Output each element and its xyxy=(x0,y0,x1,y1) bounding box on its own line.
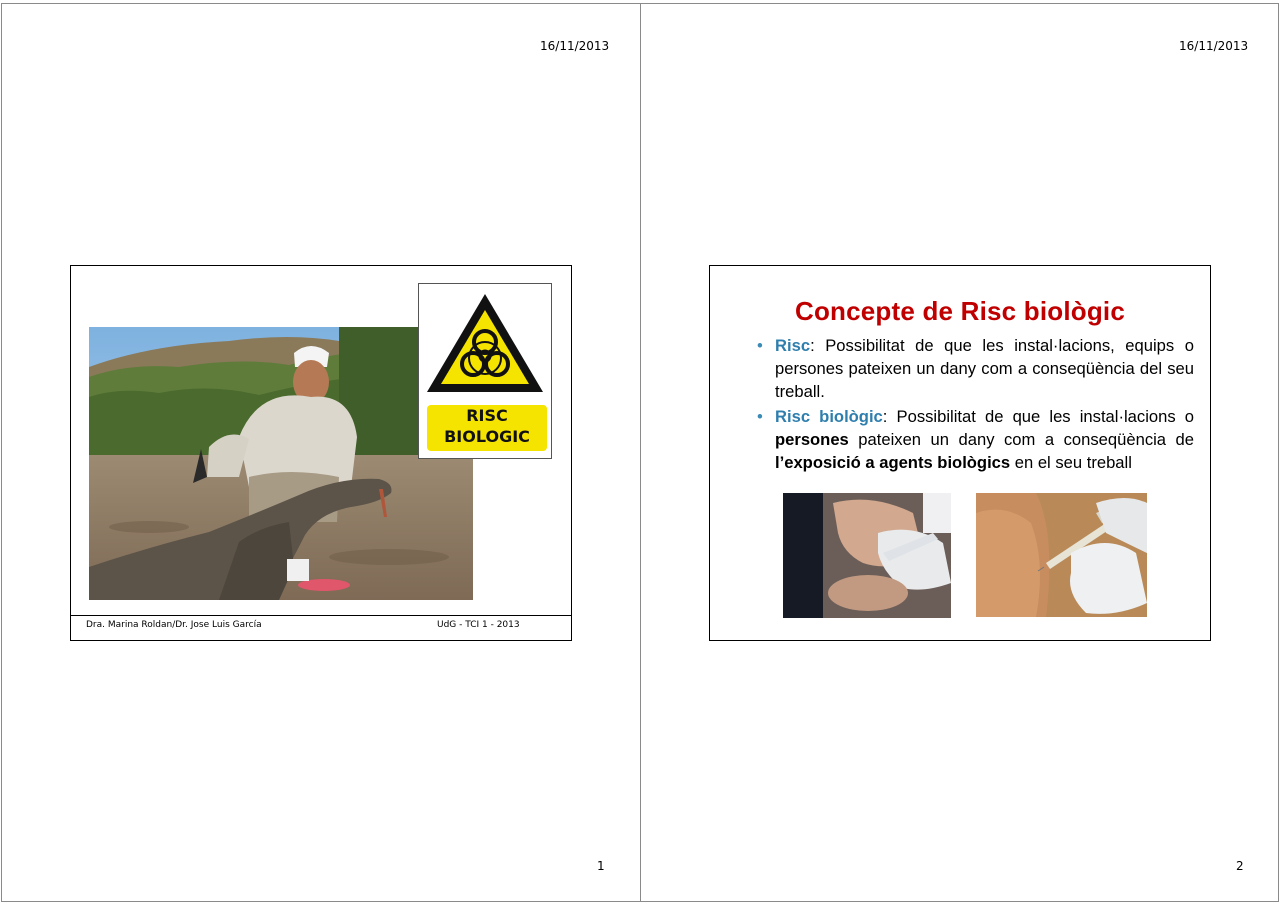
bullet-risc-biologic xyxy=(756,405,1194,474)
bullet-dot: • xyxy=(757,407,763,426)
keyword-risc-biologic: Risc biològic xyxy=(775,407,883,426)
definition-part-a: : Possibilitat de que les instal·lacions o xyxy=(882,407,1195,426)
komodo-dragon-photo xyxy=(89,327,473,600)
bullet-dot: • xyxy=(757,336,763,355)
page-date: 16/11/2013 xyxy=(540,39,610,53)
sign-label xyxy=(427,405,547,451)
biohazard-sign xyxy=(418,283,552,459)
definition-part-b: pateixen un dany com a conseqüència de xyxy=(848,430,1194,449)
definition-part-c: en el seu treball xyxy=(1010,453,1132,472)
page-date: 16/11/2013 xyxy=(1179,39,1249,53)
biohazard-icon xyxy=(419,284,551,404)
sign-line-1: RISC xyxy=(466,406,508,425)
page-number: 1 xyxy=(597,859,605,873)
bullet-list xyxy=(756,334,1194,476)
slide-2 xyxy=(709,265,1211,641)
blood-sample-photo xyxy=(783,493,951,618)
injection-photo xyxy=(976,493,1147,617)
page-number: 2 xyxy=(1236,859,1244,873)
footer-divider xyxy=(71,615,571,616)
sign-line-2: BIOLOGIC xyxy=(444,427,530,446)
handout-page-1 xyxy=(1,3,641,902)
slide-title: Concepte de Risc biològic xyxy=(794,296,1126,326)
handout-page-2 xyxy=(640,3,1279,902)
bold-exposicio: l’exposició a agents biològics xyxy=(775,453,1011,472)
footer-course: UdG - TCI 1 - 2013 xyxy=(437,620,520,630)
definition-risc: : Possibilitat de que les instal·lacions, equips o persones pateixen un dany com a conseqüència del seu treball. xyxy=(775,336,1194,401)
bullet-risc xyxy=(756,334,1194,403)
keyword-risc: Risc xyxy=(775,336,811,355)
bold-persones: persones xyxy=(775,430,849,449)
footer-authors: Dra. Marina Roldan/Dr. Jose Luis García xyxy=(86,620,262,630)
slide-1 xyxy=(70,265,572,641)
